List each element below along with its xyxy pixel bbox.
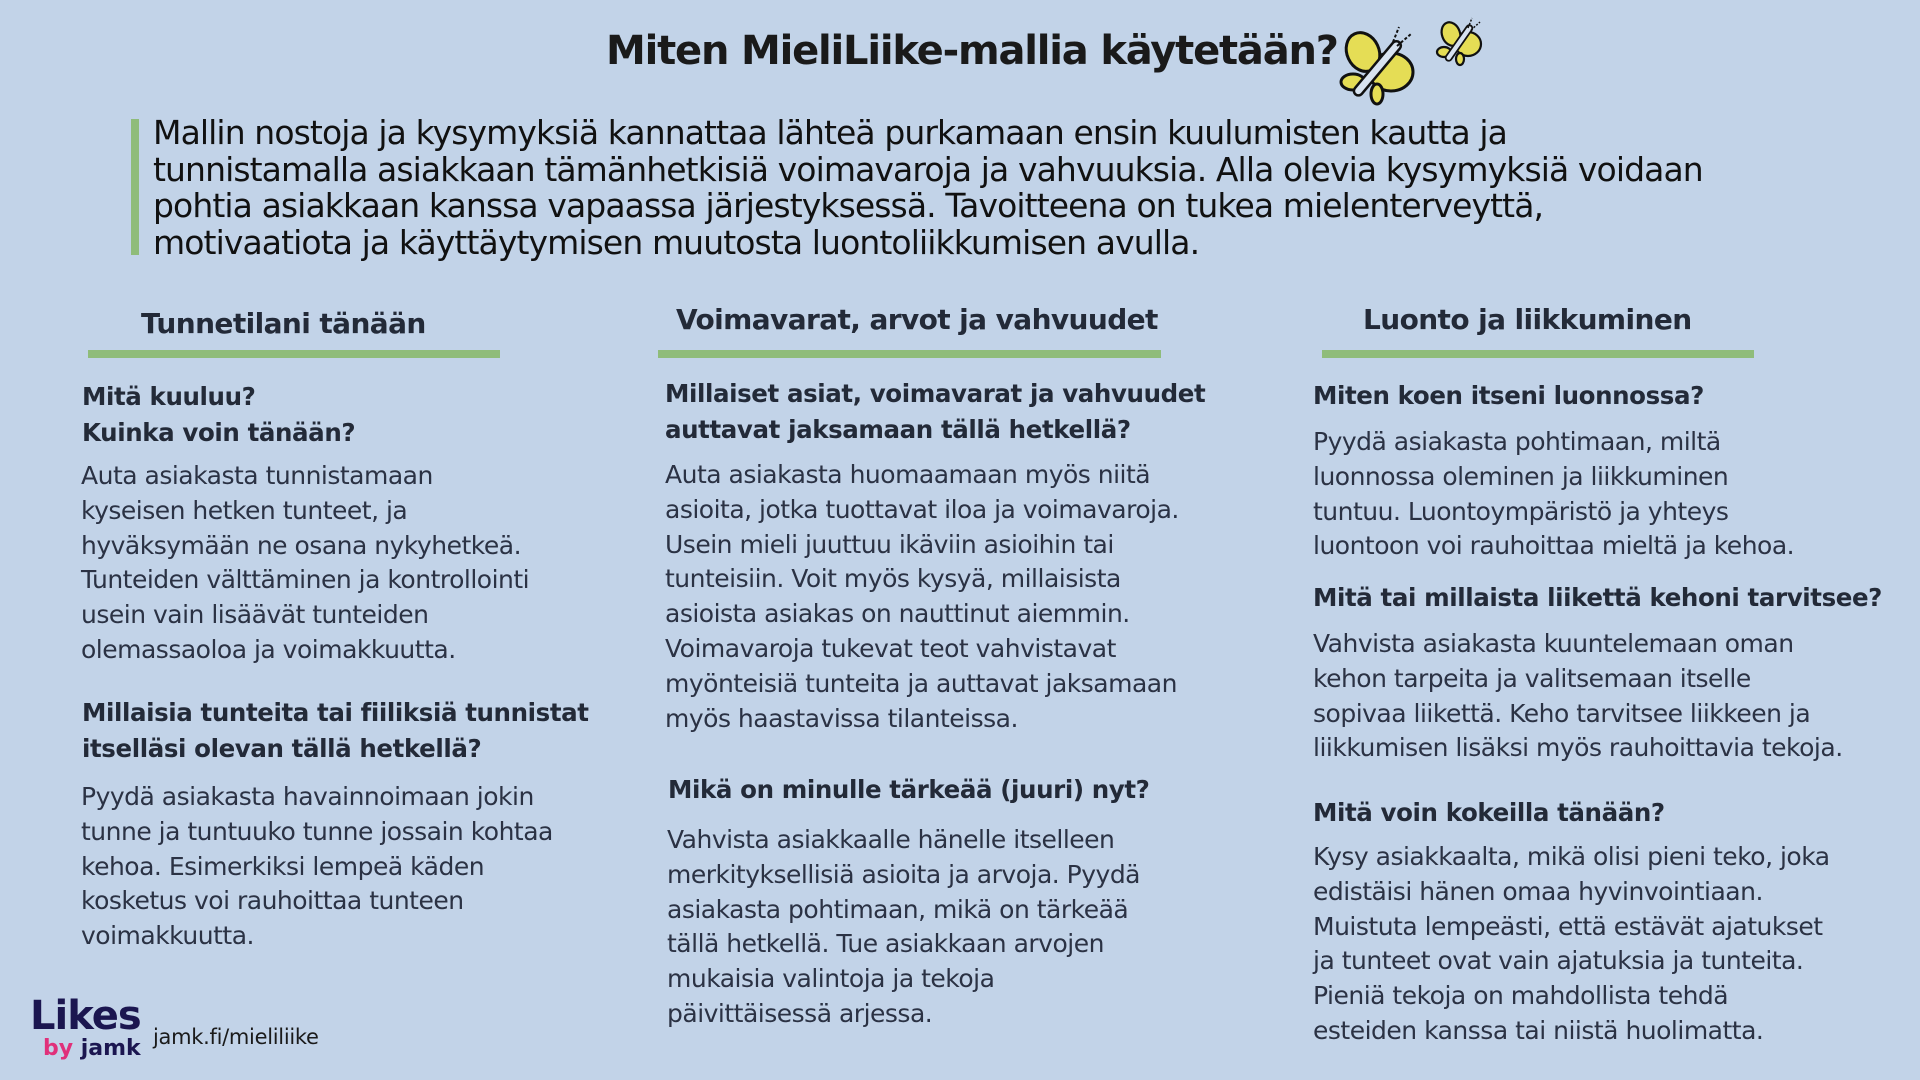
butterfly-large-icon (1335, 22, 1425, 107)
body-line: Usein mieli juuttuu ikäviin asioihin tai (665, 529, 1114, 559)
question-line: Millaisia tunteita tai fiiliksiä tunnistat (82, 698, 589, 727)
column-underline (1322, 350, 1754, 358)
question-line: Miten koen itseni luonnossa? (1313, 381, 1704, 410)
question-line: itselläsi olevan tällä hetkellä? (82, 733, 482, 763)
column-heading-resources: Voimavarat, arvot ja vahvuudet (676, 303, 1158, 336)
body-line: Muistuta lempeästi, että estävät ajatukset (1313, 911, 1823, 941)
body-line: tunne ja tuntuuko tunne jossain kohtaa (81, 816, 553, 846)
column-underline (88, 350, 500, 358)
body-line: myönteisiä tunteita ja auttavat jaksamaan (665, 668, 1177, 698)
body-line: merkityksellisiä asioita ja arvoja. Pyydä (667, 859, 1141, 889)
body-line: Pyydä asiakasta havainnoimaan jokin (81, 782, 534, 811)
question-line: Mitä tai millaista liikettä kehoni tarvitsee? (1313, 583, 1882, 612)
section-body (81, 459, 529, 668)
body-line: voimakkuutta. (81, 921, 254, 951)
intro-paragraph (153, 115, 1853, 261)
body-line: asioista asiakas on nauttinut aiemmin. (665, 599, 1130, 629)
page-title: Miten MieliLiike-mallia käytetään? (606, 28, 1338, 74)
body-line: mukaisia valintoja ja tekoja (667, 964, 995, 994)
body-line: asiakasta pohtimaan, mikä on tärkeää (667, 894, 1129, 924)
section-body (81, 780, 553, 954)
question-heading (668, 772, 1150, 808)
body-line: luonnossa oleminen ja liikkuminen (1313, 461, 1729, 491)
section-body (667, 823, 1140, 1032)
intro-line: motivaatiota ja käyttäytymisen muutosta luontoliikkumisen avulla. (153, 222, 1200, 262)
question-line: auttavat jaksamaan tällä hetkellä? (665, 414, 1131, 444)
column-heading-nature: Luonto ja liikkuminen (1363, 303, 1692, 336)
likes-jamk-logo (30, 993, 141, 1061)
body-line: Auta asiakasta tunnistamaan (81, 461, 433, 490)
logo-subline (30, 1038, 141, 1060)
section-body (1313, 840, 1830, 1049)
question-line: Millaiset asiat, voimavarat ja vahvuudet (665, 379, 1206, 408)
intro-accent-bar (131, 119, 139, 255)
body-line: esteiden kanssa tai niistä huolimatta. (1313, 1015, 1764, 1045)
logo-by: by (42, 1036, 74, 1061)
body-line: kehon tarpeita ja valitsemaan itselle (1313, 663, 1751, 693)
question-heading (82, 379, 355, 450)
body-line: liikkumisen lisäksi myös rauhoittavia tekoja. (1313, 733, 1843, 763)
body-line: tuntuu. Luontoympäristö ja yhteys (1313, 496, 1729, 526)
section-body (1313, 425, 1794, 564)
body-line: Auta asiakasta huomaamaan myös niitä (665, 460, 1151, 489)
question-heading (1313, 795, 1665, 831)
butterfly-small-icon (1434, 16, 1488, 68)
question-heading (1313, 378, 1704, 414)
question-heading (1313, 580, 1882, 616)
body-line: usein vain lisäävät tunteiden (81, 600, 429, 630)
body-line: Tunteiden välttäminen ja kontrollointi (81, 565, 530, 595)
body-line: Voimavaroja tukevat teot vahvistavat (665, 633, 1116, 663)
body-line: Vahvista asiakkaalle hänelle itselleen (667, 825, 1115, 854)
body-line: asioita, jotka tuottavat iloa ja voimavaroja. (665, 494, 1179, 524)
question-line: Mikä on minulle tärkeää (juuri) nyt? (668, 775, 1150, 804)
body-line: olemassaoloa ja voimakkuutta. (81, 634, 456, 664)
body-line: sopivaa liikettä. Keho tarvitsee liikkeen ja (1313, 698, 1811, 728)
question-line: Kuinka voin tänään? (82, 417, 356, 447)
body-line: ja tunteet ovat vain ajatuksia ja tunteita. (1313, 946, 1804, 976)
intro-line: tunnistamalla asiakkaan tämänhetkisiä voimavaroja ja vahvuuksia. Alla olevia kysymyksiä voidaan (153, 149, 1703, 189)
body-line: kyseisen hetken tunteet, ja (81, 495, 408, 525)
body-line: Pieniä tekoja on mahdollista tehdä (1313, 981, 1729, 1011)
column-heading-feelings: Tunnetilani tänään (141, 307, 426, 340)
body-line: Vahvista asiakasta kuuntelemaan oman (1313, 629, 1794, 658)
intro-line: pohtia asiakkaan kanssa vapaassa järjestyksessä. Tavoitteena on tukea mielenterveyttä, (153, 186, 1544, 225)
section-body (665, 458, 1179, 736)
logo-wordmark: Likes (30, 993, 141, 1039)
body-line: luontoon voi rauhoittaa mieltä ja kehoa. (1313, 531, 1795, 561)
body-line: myös haastavissa tilanteissa. (665, 703, 1018, 733)
section-body (1313, 627, 1843, 766)
body-line: Pyydä asiakasta pohtimaan, miltä (1313, 427, 1721, 456)
question-heading (82, 695, 589, 766)
body-line: tällä hetkellä. Tue asiakkaan arvojen (667, 929, 1104, 959)
question-heading (665, 376, 1205, 447)
question-line: Mitä kuuluu? (82, 382, 256, 411)
logo-org: jamk (80, 1036, 141, 1061)
body-line: kosketus voi rauhoittaa tunteen (81, 886, 464, 916)
body-line: Kysy asiakkaalta, mikä olisi pieni teko, joka (1313, 842, 1830, 871)
body-line: edistäisi hänen omaa hyvinvointiaan. (1313, 876, 1763, 906)
column-underline (658, 350, 1161, 358)
intro-line: Mallin nostoja ja kysymyksiä kannattaa lähteä purkamaan ensin kuulumisten kautta ja (153, 113, 1507, 152)
website-url[interactable]: jamk.fi/mieliliike (153, 1025, 319, 1049)
body-line: päivittäisessä arjessa. (667, 998, 933, 1028)
body-line: hyväksymään ne osana nykyhetkeä. (81, 530, 522, 560)
question-line: Mitä voin kokeilla tänään? (1313, 798, 1665, 827)
body-line: kehoa. Esimerkiksi lempeä käden (81, 851, 485, 881)
body-line: tunteisiin. Voit myös kysyä, millaisista (665, 564, 1121, 594)
